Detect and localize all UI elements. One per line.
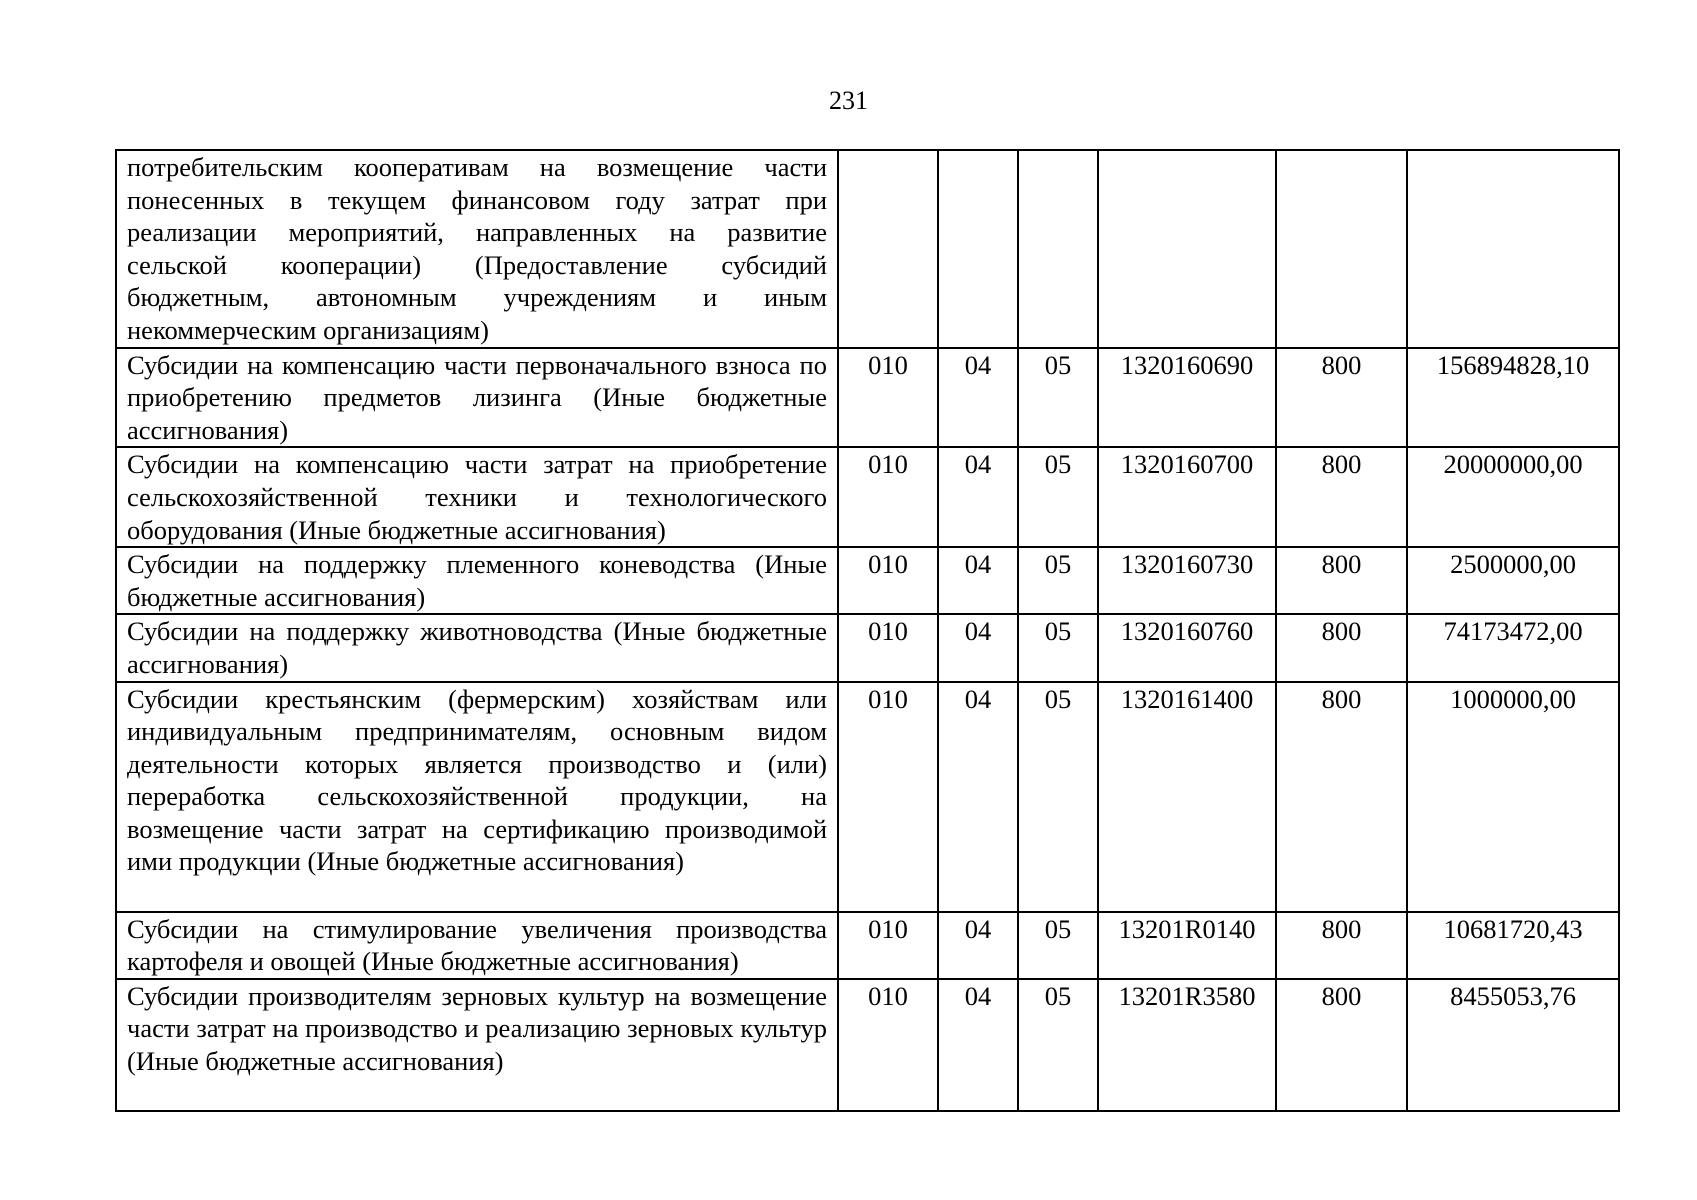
section-code-cell: 04 [938,547,1018,614]
budget-table [115,149,1620,1112]
table-row [116,447,1619,547]
subsection-code-cell: 05 [1018,614,1098,681]
amount-cell: 2500000,00 [1407,547,1619,614]
section-code-cell: 04 [938,348,1018,448]
subsection-code-cell: 05 [1018,979,1098,1111]
amount-cell [1407,150,1619,348]
row-description: потребительским кооперативам на возмещение части понесенных в текущем финансовом году затрат при реализации мероприятий, направленных на развитие сельской кооперации) (Предоставление субсидий бюджетным, автономным учреждениям и иным некоммерческим организациям) [116,150,838,348]
ministry-code-cell: 010 [838,348,938,448]
row-description: Субсидии на стимулирование увеличения производства картофеля и овощей (Иные бюджетные ассигнования) [116,912,838,979]
row-description: Субсидии на поддержку племенного коневодства (Иные бюджетные ассигнования) [116,547,838,614]
amount-cell: 8455053,76 [1407,979,1619,1111]
amount-cell: 20000000,00 [1407,447,1619,547]
expense-type-cell [1276,150,1407,348]
target-article-cell: 1320160760 [1098,614,1276,681]
amount-cell: 1000000,00 [1407,682,1619,912]
ministry-code-cell [838,150,938,348]
target-article-cell: 1320160690 [1098,348,1276,448]
target-article-cell: 13201R0140 [1098,912,1276,979]
expense-type-cell: 800 [1276,912,1407,979]
section-code-cell [938,150,1018,348]
expense-type-cell: 800 [1276,614,1407,681]
expense-type-cell: 800 [1276,682,1407,912]
target-article-cell: 1320161400 [1098,682,1276,912]
table-row [116,150,1619,348]
section-code-cell: 04 [938,614,1018,681]
row-description: Субсидии на компенсацию части первоначального взноса по приобретению предметов лизинга (Иные бюджетные ассигнования) [116,348,838,448]
target-article-cell [1098,150,1276,348]
ministry-code-cell: 010 [838,547,938,614]
target-article-cell: 13201R3580 [1098,979,1276,1111]
expense-type-cell: 800 [1276,547,1407,614]
expense-type-cell: 800 [1276,979,1407,1111]
ministry-code-cell: 010 [838,682,938,912]
table-row [116,682,1619,912]
subsection-code-cell: 05 [1018,547,1098,614]
section-code-cell: 04 [938,979,1018,1111]
table-row [116,912,1619,979]
amount-cell: 156894828,10 [1407,348,1619,448]
row-description: Субсидии крестьянским (фермерским) хозяйствам или индивидуальным предпринимателям, основным видом деятельности которых является производство и (или) переработка сельскохозяйственной продукции, на возмещение части затрат на сертификацию производимой ими продукции (Иные бюджетные ассигнования) [116,682,838,912]
table-row [116,979,1619,1111]
amount-cell: 10681720,43 [1407,912,1619,979]
row-description: Субсидии на поддержку животноводства (Иные бюджетные ассигнования) [116,614,838,681]
ministry-code-cell: 010 [838,979,938,1111]
row-description: Субсидии производителям зерновых культур на возмещение части затрат на производство и реализацию зерновых культур (Иные бюджетные ассигнования) [116,979,838,1111]
expense-type-cell: 800 [1276,447,1407,547]
section-code-cell: 04 [938,447,1018,547]
expense-type-cell: 800 [1276,348,1407,448]
section-code-cell: 04 [938,682,1018,912]
subsection-code-cell [1018,150,1098,348]
subsection-code-cell: 05 [1018,447,1098,547]
subsection-code-cell: 05 [1018,348,1098,448]
table-row [116,614,1619,681]
target-article-cell: 1320160730 [1098,547,1276,614]
row-description: Субсидии на компенсацию части затрат на приобретение сельскохозяйственной техники и технологического оборудования (Иные бюджетные ассигнования) [116,447,838,547]
page-number: 231 [829,86,868,115]
subsection-code-cell: 05 [1018,682,1098,912]
amount-cell: 74173472,00 [1407,614,1619,681]
section-code-cell: 04 [938,912,1018,979]
ministry-code-cell: 010 [838,912,938,979]
subsection-code-cell: 05 [1018,912,1098,979]
ministry-code-cell: 010 [838,447,938,547]
ministry-code-cell: 010 [838,614,938,681]
table-row [116,547,1619,614]
target-article-cell: 1320160700 [1098,447,1276,547]
table-row [116,348,1619,448]
